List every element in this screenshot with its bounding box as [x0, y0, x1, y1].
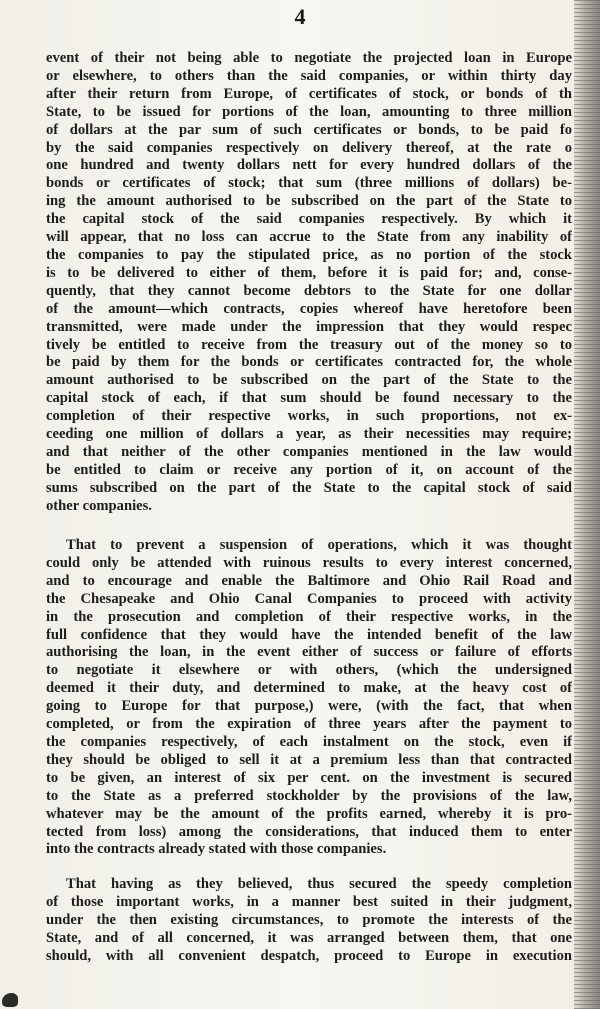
binding-edge — [574, 0, 600, 1009]
text-line: will appear, that no loss can accrue to the State from any inability of — [46, 229, 572, 246]
text-line: ing the amount authorised to be subscribed on the part of the State to — [46, 193, 572, 210]
ink-blot — [2, 993, 18, 1007]
paragraph-1 — [46, 50, 572, 516]
text-line: to the State as a preferred stockholder by the provisions of the law, — [46, 787, 572, 804]
text-line: the Chesapeake and Ohio Canal Companies to proceed with activity — [46, 590, 572, 607]
text-line: sums subscribed on the part of the State to the capital stock of said — [46, 479, 572, 496]
text-line: could only be attended with ruinous results to every interest concerned, — [46, 554, 572, 571]
page-number: 4 — [294, 4, 306, 29]
text-line: transmitted, were made under the impression that they would respec — [46, 318, 572, 335]
text-line: of dollars at the par sum of such certificates or bonds, to be paid fo — [46, 121, 572, 138]
text-line: capital stock of each, if that sum should be found necessary to the — [46, 390, 572, 407]
text-line: quently, that they cannot become debtors to the State for one dollar — [46, 282, 572, 299]
text-line: be entitled to claim or receive any portion of it, on account of the — [46, 461, 572, 478]
text-line: the capital stock of the said companies respectively. By which it — [46, 211, 572, 228]
text-line: of those important works, in a manner best suited in their judgment, — [46, 893, 572, 910]
text-line: in the prosecution and completion of their respective works, in the — [46, 608, 572, 625]
text-line: bonds or certificates of stock; that sum (three millions of dollars) be- — [46, 175, 572, 192]
text-line: going to Europe for that purpose,) were, (with the fact, that when — [46, 698, 572, 715]
text-line: amount authorised to be subscribed on the part of the State to the — [46, 372, 572, 389]
text-line: full confidence that they would have the intended benefit of the law — [46, 626, 572, 643]
text-line: That to prevent a suspension of operations, which it was thought — [66, 537, 572, 553]
text-line: they should be obliged to sell it at a premium less than that contracted — [46, 751, 572, 768]
text-line: State, to be issued for portions of the loan, amounting to three million — [46, 103, 572, 120]
text-line: or elsewhere, to others than the said companies, or within thirty day — [46, 67, 572, 84]
text-line: the companies to pay the stipulated price, as no portion of the stock — [46, 246, 572, 263]
text-line: under the then existing circumstances, to promote the interests of the — [46, 911, 572, 928]
text-line: event of their not being able to negotiate the projected loan in Europe — [46, 50, 572, 66]
text-line: be paid by them for the bonds or certificates contracted for, the whole — [46, 354, 572, 371]
text-line: tively be entitled to receive from the treasury out of the money so to — [46, 336, 572, 353]
text-line: completion of their respective works, in such proportions, not ex- — [46, 408, 572, 425]
text-line: and that neither of the other companies mentioned in the law would — [46, 443, 572, 460]
text-line: to be given, an interest of six per cent. on the investment is secured — [46, 769, 572, 786]
text-line: should, with all convenient despatch, proceed to Europe in execution — [46, 947, 572, 964]
text-line: into the contracts already stated with those companies. — [46, 841, 387, 858]
paragraph-2 — [46, 537, 572, 859]
text-line: the companies respectively, of each instalment on the stock, even if — [46, 733, 572, 750]
text-line: and to encourage and enable the Baltimore and Ohio Rail Road and — [46, 572, 572, 589]
text-line: by the said companies respectively on delivery thereof, at the rate o — [46, 139, 572, 156]
text-line: whatever may be the amount of the profits earned, whereby it is pro- — [46, 805, 572, 822]
text-line: of the amount—which contracts, copies whereof have heretofore been — [46, 300, 572, 317]
text-line: State, and of all concerned, it was arranged between them, that one — [46, 929, 572, 946]
text-line: other companies. — [46, 497, 152, 514]
text-line: is to be delivered to either of them, before it is paid for; and, conse- — [46, 264, 572, 281]
text-line: one hundred and twenty dollars nett for every hundred dollars of the — [46, 157, 572, 174]
paragraph-3 — [46, 876, 572, 966]
text-line: ceeding one million of dollars a year, as their necessities may require; — [46, 426, 572, 443]
text-line: tected from loss) among the considerations, that induced them to enter — [46, 823, 572, 840]
text-line: deemed it their duty, and determined to make, at the heavy cost of — [46, 680, 572, 697]
text-line: That having as they believed, thus secured the speedy completion — [66, 876, 572, 892]
text-line: after their return from Europe, of certificates of stock, or bonds of th — [46, 85, 572, 102]
text-line: authorising the loan, in the event either of success or failure of efforts — [46, 644, 572, 661]
text-line: to negotiate it elsewhere or with others, (which the undersigned — [46, 662, 572, 679]
text-line: completed, or from the expiration of three years after the payment to — [46, 716, 572, 733]
